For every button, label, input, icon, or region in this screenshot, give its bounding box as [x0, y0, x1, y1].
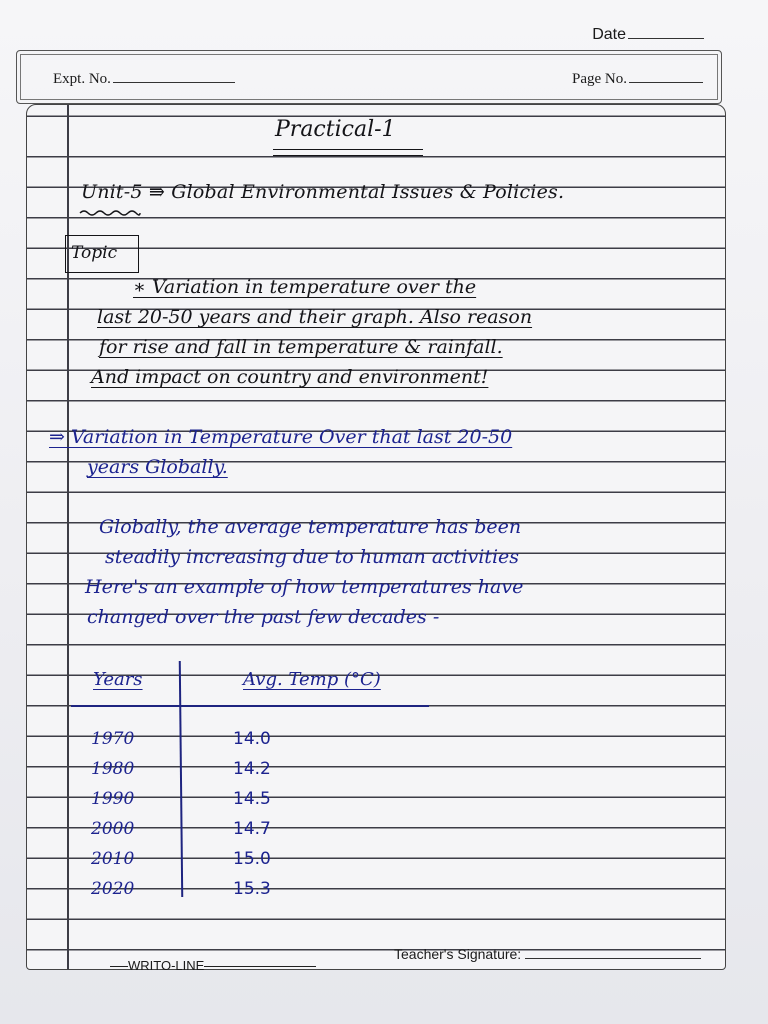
table-row-year: 1970: [91, 729, 135, 749]
ruled-area: [26, 104, 726, 970]
signature-blank: [525, 958, 701, 959]
table-row-temp: 14.5: [233, 789, 271, 809]
section-heading-line-2: years Globally.: [87, 456, 228, 478]
table-row-year: 1990: [91, 789, 135, 809]
page-no-blank: [629, 82, 703, 83]
expt-no-field: [53, 71, 235, 88]
expt-no-label: Expt. No.: [53, 71, 111, 87]
unit-heading: Unit-5 ⇛ Global Environmental Issues & Policies.: [81, 181, 565, 203]
topic-label: Topic: [71, 243, 118, 263]
table-header-years: Years: [93, 669, 143, 690]
paragraph-line-3: Here's an example of how temperatures have: [85, 576, 524, 598]
topic-line-1: ∗ Variation in temperature over the: [133, 276, 477, 298]
page-title: Practical-1: [275, 117, 396, 142]
brand-footer: [110, 958, 316, 973]
table-row-temp: 15.3: [233, 879, 271, 899]
brand-dash-left: [110, 966, 128, 967]
paragraph-line-4: changed over the past few decades -: [87, 606, 440, 628]
table-header-rule: [71, 705, 429, 707]
table-row-temp: 14.7: [233, 819, 271, 839]
table-row-temp: 14.2: [233, 759, 271, 779]
teacher-signature-label: Teacher's Signature:: [394, 946, 522, 962]
section-heading-line-1: ⇒ Variation in Temperature Over that last 20-50: [49, 426, 513, 448]
paragraph-line-2: steadily increasing due to human activities: [105, 546, 520, 568]
topic-line-3: for rise and fall in temperature & rainfall.: [99, 336, 503, 358]
table-row-temp: 14.0: [233, 729, 271, 749]
page-no-field: [572, 71, 703, 88]
date-label: Date: [592, 26, 626, 43]
topic-line-4: And impact on country and environment!: [91, 366, 489, 388]
table-header-temp: Avg. Temp (°C): [243, 669, 381, 690]
table-row-year: 2020: [91, 879, 135, 899]
teacher-signature-field: [394, 946, 701, 962]
table-row-year: 1980: [91, 759, 135, 779]
brand-dash-right: [204, 966, 316, 967]
paragraph-line-1: Globally, the average temperature has been: [99, 516, 522, 538]
table-row-year: 2000: [91, 819, 135, 839]
unit-squiggle: [79, 209, 141, 217]
page-no-label: Page No.: [572, 71, 627, 87]
date-blank: [628, 38, 704, 39]
expt-no-blank: [113, 82, 235, 83]
table-row-year: 2010: [91, 849, 135, 869]
table-row-temp: 15.0: [233, 849, 271, 869]
title-double-underline: [273, 149, 423, 156]
table-column-divider: [179, 661, 183, 897]
date-field: [592, 26, 704, 44]
topic-line-2: last 20-50 years and their graph. Also reason: [97, 306, 533, 328]
header-box: [16, 50, 722, 104]
brand-name: WRITO-LINE: [128, 958, 205, 973]
